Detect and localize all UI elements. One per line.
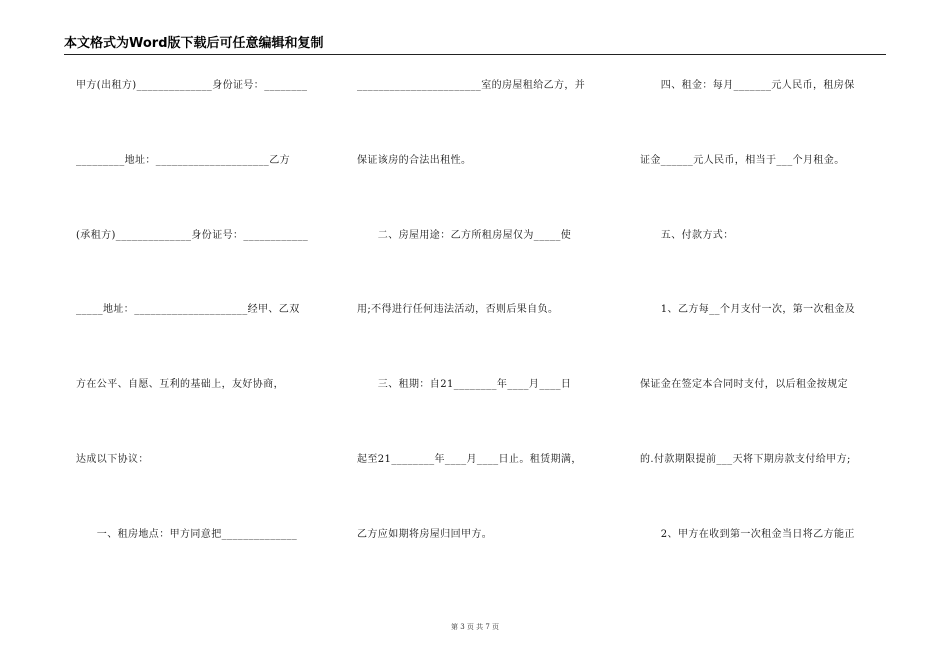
text-line: 四、租金：每月_______元人民币，租房保 (640, 80, 855, 91)
text-line: 保证该房的合法出租性。 (357, 155, 472, 166)
text-line: 乙方应如期将房屋归回甲方。 (357, 529, 493, 540)
text-line: 三、租期：自21________年____月____日 (357, 379, 572, 390)
text-line: _________地址：_____________________乙方 (76, 155, 290, 166)
header-title: 本文格式为Word版下载后可任意编辑和复制 (64, 36, 324, 51)
text-line: _____地址：_____________________经甲、乙双 (76, 304, 300, 315)
text-line: 方在公平、自愿、互利的基础上，友好协商， (76, 379, 284, 390)
text-line: 2、甲方在收到第一次租金当日将乙方能正 (640, 529, 855, 540)
text-line: 起至21________年____月____日止。租赁期满， (357, 454, 582, 465)
text-line: 的.付款期限提前___天将下期房款支付给甲方; (640, 454, 851, 465)
text-line: 保证金在签定本合同时支付，以后租金按规定 (640, 379, 848, 390)
text-line: 一、租房地点：甲方同意把______________ (76, 529, 298, 540)
text-line: 二、房屋用途：乙方所租房屋仅为_____使 (357, 230, 572, 241)
page-header (64, 36, 886, 55)
text-line: 用;不得进行任何违法活动，否则后果自负。 (357, 304, 559, 315)
page-number: 第 3 页 共 7 页 (450, 623, 500, 631)
text-line: 1、乙方每__个月支付一次，第一次租金及 (640, 304, 856, 315)
text-line: (承租方)______________身份证号：____________ (76, 230, 309, 241)
text-line: _______________________室的房屋租给乙方，并 (357, 80, 586, 91)
text-line: 达成以下协议： (76, 454, 149, 465)
text-line: 甲方(出租方)______________身份证号：________ (76, 80, 308, 91)
text-line: 五、付款方式： (640, 230, 734, 241)
text-line: 证金______元人民币，相当于___个月租金。 (640, 155, 845, 166)
